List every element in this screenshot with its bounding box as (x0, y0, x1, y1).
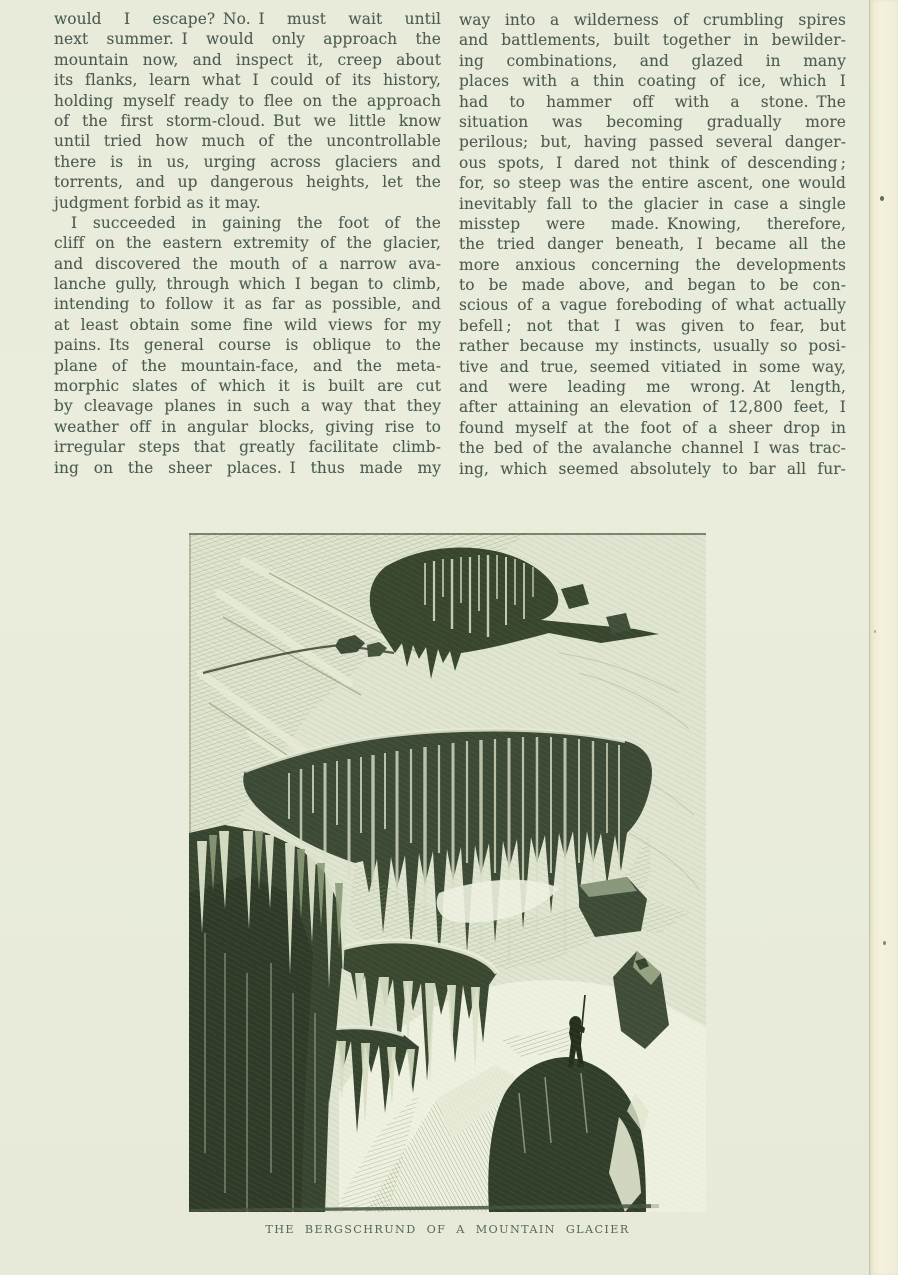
text-line: rather because my instincts, usually so posi- (459, 337, 846, 356)
text-line: the bed of the avalanche channel I was trac- (459, 439, 846, 458)
text-line: ing combinations, and glazed in many (459, 51, 846, 70)
text-line: befell ; not that I was given to fear, but (459, 316, 846, 335)
text-line: situation was becoming gradually more (459, 112, 846, 131)
text-line: inevitably fall to the glacier in case a single (459, 194, 846, 213)
text-line: ous spots, I dared not think of descending ; (459, 153, 846, 172)
text-line: way into a wilderness of crumbling spires (459, 11, 846, 29)
ink-speck (883, 941, 886, 945)
text-line: and were leading me wrong. At length, (459, 378, 846, 397)
text-line: would I escape? No. I must wait until (54, 10, 441, 28)
text-line: to be made above, and began to be con- (459, 276, 846, 295)
text-line: holding myself ready to flee on the approach (54, 91, 441, 110)
figure-caption: THE BERGSCHRUND OF A MOUNTAIN GLACIER (265, 1223, 630, 1236)
ink-speck (874, 630, 876, 633)
text-column-left (54, 9, 441, 478)
text-line: intending to follow it as far as possible, and (54, 295, 441, 314)
text-line: the tried danger beneath, I became all the (459, 235, 846, 254)
text-line: irregular steps that greatly facilitate climb- (54, 438, 441, 457)
text-line: cliff on the eastern extremity of the glacier, (54, 234, 441, 253)
text-line: next summer. I would only approach the (54, 30, 441, 49)
ink-speck (880, 196, 884, 201)
text-line: weather off in angular blocks, giving rise to (54, 417, 441, 436)
text-line: ing on the sheer places. I thus made my (54, 458, 441, 477)
paragraph (54, 213, 441, 478)
text-line: judgment forbid as it may. (54, 193, 261, 212)
text-line: mountain now, and inspect it, creep about (54, 50, 441, 69)
text-line: until tried how much of the uncontrollable (54, 132, 441, 151)
text-line: and discovered the mouth of a narrow ava- (54, 254, 441, 273)
text-line: pains. Its general course is oblique to the (54, 336, 441, 355)
text-line: had to hammer off with a stone. The (459, 92, 846, 111)
text-line: by cleavage planes in such a way that they (54, 397, 441, 416)
text-column-right (459, 10, 846, 479)
paragraph (54, 9, 441, 213)
text-line: torrents, and up dangerous heights, let the (54, 173, 441, 192)
text-line: I succeeded in gaining the foot of the (71, 213, 441, 232)
text-line: plane of the mountain-face, and the meta- (54, 356, 441, 375)
text-line: ing, which seemed absolutely to bar all fur- (459, 459, 846, 478)
text-line: places with a thin coating of ice, which I (459, 72, 846, 91)
figure (189, 533, 706, 1236)
paragraph (459, 10, 846, 479)
text-line: misstep were made. Knowing, therefore, (459, 214, 846, 233)
text-line: scious of a vague foreboding of what actually (459, 296, 846, 315)
text-line: more anxious concerning the developments (459, 255, 846, 274)
bergschrund-illustration (189, 533, 706, 1212)
text-line: lanche gully, through which I began to climb, (54, 275, 441, 294)
text-line: at least obtain some fine wild views for my (54, 315, 441, 334)
text-line: tive and true, seemed vitiated in some way, (459, 357, 846, 376)
page-edge (869, 0, 898, 1275)
text-line: there is in us, urging across glaciers and (54, 152, 441, 171)
text-line: for, so steep was the entire ascent, one would (459, 174, 846, 193)
text-line: perilous; but, having passed several danger- (459, 133, 846, 152)
text-line: its flanks, learn what I could of its history, (54, 71, 441, 90)
engraving-texture (189, 533, 706, 1212)
text-line: after attaining an elevation of 12,800 feet, I (459, 398, 846, 417)
text-line: morphic slates of which it is built are cut (54, 377, 441, 396)
text-line: of the first storm-cloud. But we little know (54, 111, 441, 130)
text-line: found myself at the foot of a sheer drop in (459, 418, 846, 437)
text-line: and battlements, built together in bewilder- (459, 31, 846, 50)
